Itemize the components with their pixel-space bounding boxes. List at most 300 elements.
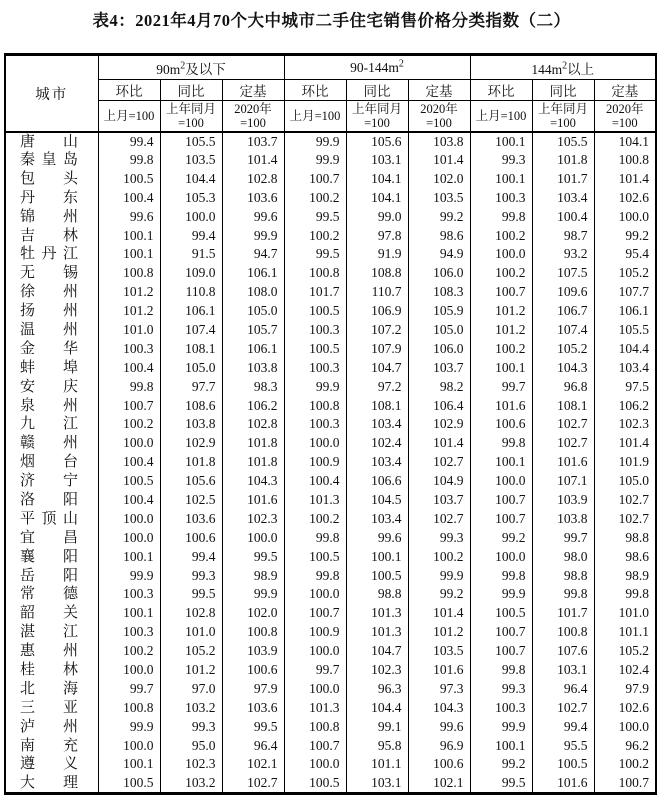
index-value: 101.7 bbox=[284, 283, 346, 302]
table-row bbox=[5, 642, 656, 661]
table-row bbox=[5, 491, 656, 510]
index-value: 100.1 bbox=[98, 604, 160, 623]
index-value: 105.5 bbox=[160, 132, 222, 151]
index-value: 101.2 bbox=[160, 661, 222, 680]
table-row bbox=[5, 453, 656, 472]
city-name: 烟台 bbox=[20, 454, 78, 471]
table-row bbox=[5, 169, 656, 188]
city-name: 赣州 bbox=[20, 435, 78, 452]
index-value: 100.5 bbox=[98, 774, 160, 794]
index-value: 108.0 bbox=[222, 283, 284, 302]
city-cell bbox=[5, 547, 98, 566]
index-value: 99.8 bbox=[532, 585, 594, 604]
index-value: 100.0 bbox=[470, 245, 532, 264]
index-value: 110.7 bbox=[346, 283, 408, 302]
index-value: 99.3 bbox=[160, 566, 222, 585]
table-row bbox=[5, 623, 656, 642]
index-value: 98.9 bbox=[222, 566, 284, 585]
price-index-table bbox=[4, 53, 657, 795]
index-value: 100.2 bbox=[470, 339, 532, 358]
index-value: 98.6 bbox=[594, 547, 656, 566]
city-name: 三亚 bbox=[20, 699, 78, 716]
index-value: 100.8 bbox=[284, 396, 346, 415]
index-value: 109.0 bbox=[160, 264, 222, 283]
city-cell bbox=[5, 472, 98, 491]
table-header bbox=[5, 55, 656, 132]
index-value: 98.8 bbox=[346, 585, 408, 604]
city-cell bbox=[5, 566, 98, 585]
table-row bbox=[5, 509, 656, 528]
index-value: 100.4 bbox=[284, 472, 346, 491]
index-value: 101.6 bbox=[532, 774, 594, 794]
index-value: 102.3 bbox=[160, 755, 222, 774]
index-value: 107.1 bbox=[532, 472, 594, 491]
sub-header-prev-month: 上月=100 bbox=[470, 101, 532, 132]
index-value: 99.7 bbox=[532, 528, 594, 547]
index-value: 104.5 bbox=[346, 491, 408, 510]
table-row bbox=[5, 339, 656, 358]
index-value: 100.4 bbox=[98, 188, 160, 207]
index-value: 105.9 bbox=[408, 302, 470, 321]
index-value: 100.8 bbox=[98, 698, 160, 717]
index-value: 105.2 bbox=[532, 339, 594, 358]
index-value: 100.5 bbox=[284, 547, 346, 566]
index-value: 100.3 bbox=[470, 188, 532, 207]
index-value: 100.6 bbox=[408, 755, 470, 774]
index-value: 99.8 bbox=[470, 661, 532, 680]
city-name: 宜昌 bbox=[20, 529, 78, 546]
city-cell bbox=[5, 151, 98, 170]
city-name: 金华 bbox=[20, 340, 78, 357]
index-value: 101.1 bbox=[594, 623, 656, 642]
index-value: 104.4 bbox=[594, 339, 656, 358]
index-value: 100.7 bbox=[284, 736, 346, 755]
index-value: 100.3 bbox=[98, 339, 160, 358]
index-value: 100.1 bbox=[470, 453, 532, 472]
index-value: 100.4 bbox=[98, 491, 160, 510]
city-name: 蚌埠 bbox=[20, 359, 78, 376]
city-name: 北海 bbox=[20, 680, 78, 697]
index-value: 100.5 bbox=[346, 566, 408, 585]
index-value: 100.5 bbox=[98, 169, 160, 188]
index-value: 103.5 bbox=[408, 642, 470, 661]
superscript: 2 bbox=[180, 60, 186, 71]
city-cell bbox=[5, 207, 98, 226]
index-value: 108.6 bbox=[160, 396, 222, 415]
sub-header-2020-base: 2020年 =100 bbox=[408, 101, 470, 132]
index-value: 101.6 bbox=[532, 453, 594, 472]
sub-header-prev-month: 上月=100 bbox=[98, 101, 160, 132]
index-value: 101.8 bbox=[160, 453, 222, 472]
index-value: 100.7 bbox=[284, 169, 346, 188]
city-cell bbox=[5, 491, 98, 510]
index-value: 99.4 bbox=[98, 132, 160, 151]
index-value: 109.6 bbox=[532, 283, 594, 302]
index-value: 102.7 bbox=[532, 415, 594, 434]
index-value: 101.0 bbox=[594, 604, 656, 623]
city-cell bbox=[5, 509, 98, 528]
table-row bbox=[5, 472, 656, 491]
index-value: 100.1 bbox=[98, 547, 160, 566]
index-value: 99.4 bbox=[160, 226, 222, 245]
index-value: 102.1 bbox=[408, 774, 470, 794]
index-value: 107.2 bbox=[346, 321, 408, 340]
city-cell bbox=[5, 528, 98, 547]
city-cell bbox=[5, 283, 98, 302]
index-value: 102.7 bbox=[408, 509, 470, 528]
city-cell bbox=[5, 585, 98, 604]
index-value: 104.7 bbox=[346, 642, 408, 661]
index-value: 102.4 bbox=[346, 434, 408, 453]
index-value: 100.8 bbox=[284, 717, 346, 736]
index-value: 100.2 bbox=[408, 547, 470, 566]
group-label-pre: 90-144m bbox=[350, 59, 399, 75]
index-value: 99.0 bbox=[346, 207, 408, 226]
index-value: 100.8 bbox=[222, 623, 284, 642]
index-value: 100.0 bbox=[222, 528, 284, 547]
city-name: 温州 bbox=[20, 321, 78, 338]
index-value: 102.7 bbox=[408, 453, 470, 472]
table-row bbox=[5, 528, 656, 547]
index-value: 102.3 bbox=[222, 509, 284, 528]
index-value: 104.4 bbox=[160, 169, 222, 188]
measure-header-yoy: 同比 bbox=[532, 80, 594, 101]
index-value: 99.9 bbox=[222, 585, 284, 604]
index-value: 95.8 bbox=[346, 736, 408, 755]
index-value: 100.1 bbox=[470, 358, 532, 377]
index-value: 103.2 bbox=[160, 698, 222, 717]
table-row bbox=[5, 774, 656, 794]
index-value: 97.2 bbox=[346, 377, 408, 396]
index-value: 100.1 bbox=[346, 547, 408, 566]
city-name: 济宁 bbox=[20, 473, 78, 490]
table-row bbox=[5, 151, 656, 170]
city-cell bbox=[5, 226, 98, 245]
index-value: 104.7 bbox=[346, 358, 408, 377]
index-value: 99.2 bbox=[408, 207, 470, 226]
index-value: 103.6 bbox=[160, 509, 222, 528]
index-value: 104.9 bbox=[408, 472, 470, 491]
index-value: 100.5 bbox=[284, 339, 346, 358]
index-value: 99.8 bbox=[470, 566, 532, 585]
city-name: 唐山 bbox=[20, 133, 78, 150]
city-column-header: 城市 bbox=[5, 55, 98, 132]
index-value: 100.0 bbox=[284, 679, 346, 698]
index-value: 105.7 bbox=[222, 321, 284, 340]
index-value: 101.2 bbox=[408, 623, 470, 642]
index-value: 100.2 bbox=[594, 755, 656, 774]
index-value: 99.8 bbox=[470, 207, 532, 226]
index-value: 100.7 bbox=[284, 604, 346, 623]
index-value: 98.2 bbox=[408, 377, 470, 396]
table-row bbox=[5, 226, 656, 245]
index-value: 100.0 bbox=[284, 642, 346, 661]
index-value: 100.0 bbox=[98, 528, 160, 547]
index-value: 100.0 bbox=[284, 755, 346, 774]
index-value: 103.9 bbox=[222, 642, 284, 661]
index-value: 108.8 bbox=[346, 264, 408, 283]
table-title: 表4：2021年4月70个大中城市二手住宅销售价格分类指数（二） bbox=[92, 11, 571, 30]
index-value: 100.4 bbox=[532, 207, 594, 226]
index-value: 102.7 bbox=[222, 774, 284, 794]
city-cell bbox=[5, 774, 98, 794]
index-value: 103.2 bbox=[160, 774, 222, 794]
index-value: 106.6 bbox=[346, 472, 408, 491]
index-value: 99.2 bbox=[470, 528, 532, 547]
index-value: 100.0 bbox=[594, 207, 656, 226]
index-value: 100.9 bbox=[284, 623, 346, 642]
city-name: 大理 bbox=[20, 774, 78, 791]
index-value: 101.7 bbox=[532, 604, 594, 623]
index-value: 100.3 bbox=[98, 623, 160, 642]
index-value: 99.6 bbox=[346, 528, 408, 547]
index-value: 103.1 bbox=[532, 661, 594, 680]
index-value: 101.3 bbox=[346, 623, 408, 642]
city-name: 洛阳 bbox=[20, 491, 78, 508]
measure-header-yoy: 同比 bbox=[346, 80, 408, 101]
city-cell bbox=[5, 755, 98, 774]
group-label-post: 及以下 bbox=[185, 61, 226, 77]
measure-header-yoy: 同比 bbox=[160, 80, 222, 101]
index-value: 100.7 bbox=[470, 623, 532, 642]
city-name: 遵义 bbox=[20, 756, 78, 773]
index-value: 105.5 bbox=[594, 321, 656, 340]
city-cell bbox=[5, 377, 98, 396]
index-value: 106.1 bbox=[594, 302, 656, 321]
index-value: 99.4 bbox=[532, 717, 594, 736]
index-value: 104.3 bbox=[222, 472, 284, 491]
index-value: 100.4 bbox=[98, 358, 160, 377]
index-value: 101.6 bbox=[470, 396, 532, 415]
index-value: 99.9 bbox=[408, 566, 470, 585]
index-value: 101.4 bbox=[594, 169, 656, 188]
index-value: 96.8 bbox=[532, 377, 594, 396]
index-value: 99.5 bbox=[222, 717, 284, 736]
index-value: 98.6 bbox=[408, 226, 470, 245]
city-name: 丹东 bbox=[20, 189, 78, 206]
index-value: 101.2 bbox=[470, 321, 532, 340]
table-container bbox=[4, 53, 657, 795]
table-row bbox=[5, 358, 656, 377]
index-value: 99.9 bbox=[284, 132, 346, 151]
index-value: 100.1 bbox=[98, 755, 160, 774]
index-value: 101.8 bbox=[222, 453, 284, 472]
index-value: 103.4 bbox=[346, 453, 408, 472]
index-value: 103.6 bbox=[222, 188, 284, 207]
city-name: 扬州 bbox=[20, 303, 78, 320]
index-value: 106.1 bbox=[160, 302, 222, 321]
city-cell bbox=[5, 642, 98, 661]
city-name: 韶关 bbox=[20, 605, 78, 622]
index-value: 102.3 bbox=[594, 415, 656, 434]
city-name: 无锡 bbox=[20, 265, 78, 282]
index-value: 101.4 bbox=[408, 151, 470, 170]
index-value: 99.9 bbox=[470, 717, 532, 736]
index-value: 106.2 bbox=[222, 396, 284, 415]
city-name: 惠州 bbox=[20, 643, 78, 660]
index-value: 100.5 bbox=[284, 302, 346, 321]
index-value: 102.3 bbox=[346, 661, 408, 680]
index-value: 99.8 bbox=[284, 528, 346, 547]
index-value: 101.6 bbox=[408, 661, 470, 680]
index-value: 97.9 bbox=[594, 679, 656, 698]
index-value: 102.9 bbox=[408, 415, 470, 434]
index-value: 99.8 bbox=[284, 566, 346, 585]
measure-header-mom: 环比 bbox=[470, 80, 532, 101]
table-row bbox=[5, 547, 656, 566]
index-value: 103.5 bbox=[160, 151, 222, 170]
index-value: 101.2 bbox=[98, 283, 160, 302]
index-value: 101.4 bbox=[408, 604, 470, 623]
index-value: 101.3 bbox=[284, 698, 346, 717]
index-value: 96.4 bbox=[222, 736, 284, 755]
index-value: 107.7 bbox=[594, 283, 656, 302]
index-value: 100.8 bbox=[98, 264, 160, 283]
index-value: 94.9 bbox=[408, 245, 470, 264]
index-value: 99.7 bbox=[98, 679, 160, 698]
index-value: 103.1 bbox=[346, 774, 408, 794]
city-cell bbox=[5, 302, 98, 321]
index-value: 100.0 bbox=[470, 547, 532, 566]
measure-header-mom: 环比 bbox=[284, 80, 346, 101]
index-value: 107.5 bbox=[532, 264, 594, 283]
group-label-pre: 144m bbox=[531, 61, 563, 77]
index-value: 100.0 bbox=[470, 472, 532, 491]
index-value: 103.4 bbox=[346, 415, 408, 434]
index-value: 100.8 bbox=[594, 151, 656, 170]
city-name: 湛江 bbox=[20, 624, 78, 641]
index-value: 103.8 bbox=[160, 415, 222, 434]
city-name: 泉州 bbox=[20, 397, 78, 414]
index-value: 103.7 bbox=[222, 132, 284, 151]
index-value: 99.5 bbox=[284, 207, 346, 226]
city-cell bbox=[5, 736, 98, 755]
index-value: 95.4 bbox=[594, 245, 656, 264]
index-value: 95.0 bbox=[160, 736, 222, 755]
index-value: 99.5 bbox=[470, 774, 532, 794]
table-row bbox=[5, 415, 656, 434]
index-value: 105.0 bbox=[160, 358, 222, 377]
city-cell bbox=[5, 604, 98, 623]
index-value: 100.1 bbox=[470, 736, 532, 755]
measure-header-fixedbase: 定基 bbox=[222, 80, 284, 101]
city-name: 襄阳 bbox=[20, 548, 78, 565]
table-row bbox=[5, 377, 656, 396]
index-value: 101.2 bbox=[470, 302, 532, 321]
city-cell bbox=[5, 321, 98, 340]
index-value: 99.5 bbox=[284, 245, 346, 264]
index-value: 100.3 bbox=[284, 321, 346, 340]
group-label-post: 以上 bbox=[567, 61, 595, 77]
index-value: 100.7 bbox=[98, 396, 160, 415]
index-value: 103.9 bbox=[532, 491, 594, 510]
index-value: 102.6 bbox=[594, 698, 656, 717]
index-value: 110.8 bbox=[160, 283, 222, 302]
index-value: 101.8 bbox=[222, 434, 284, 453]
index-value: 100.0 bbox=[594, 717, 656, 736]
index-value: 102.7 bbox=[532, 698, 594, 717]
index-value: 101.4 bbox=[408, 434, 470, 453]
index-value: 105.2 bbox=[594, 642, 656, 661]
index-value: 101.4 bbox=[222, 151, 284, 170]
index-value: 96.4 bbox=[532, 679, 594, 698]
sub-header-same-month-last-year: 上年同月 =100 bbox=[532, 101, 594, 132]
index-value: 98.0 bbox=[532, 547, 594, 566]
index-value: 96.2 bbox=[594, 736, 656, 755]
city-cell bbox=[5, 453, 98, 472]
table-row bbox=[5, 264, 656, 283]
index-value: 97.5 bbox=[594, 377, 656, 396]
index-value: 99.3 bbox=[470, 151, 532, 170]
index-value: 108.1 bbox=[160, 339, 222, 358]
index-value: 100.6 bbox=[470, 415, 532, 434]
city-name: 包头 bbox=[20, 170, 78, 187]
index-value: 99.5 bbox=[222, 547, 284, 566]
city-cell bbox=[5, 396, 98, 415]
index-value: 100.5 bbox=[470, 604, 532, 623]
index-value: 98.8 bbox=[594, 528, 656, 547]
city-cell bbox=[5, 339, 98, 358]
city-cell bbox=[5, 169, 98, 188]
table-row bbox=[5, 698, 656, 717]
index-value: 103.1 bbox=[346, 151, 408, 170]
index-value: 100.0 bbox=[98, 736, 160, 755]
index-value: 100.2 bbox=[284, 188, 346, 207]
table-row bbox=[5, 661, 656, 680]
city-cell bbox=[5, 264, 98, 283]
index-value: 96.9 bbox=[408, 736, 470, 755]
index-value: 105.0 bbox=[408, 321, 470, 340]
index-value: 108.1 bbox=[532, 396, 594, 415]
index-value: 100.0 bbox=[160, 207, 222, 226]
index-value: 104.1 bbox=[594, 132, 656, 151]
index-value: 106.9 bbox=[346, 302, 408, 321]
index-value: 99.7 bbox=[470, 377, 532, 396]
index-value: 100.1 bbox=[98, 226, 160, 245]
table-row bbox=[5, 585, 656, 604]
index-value: 103.4 bbox=[346, 509, 408, 528]
index-value: 93.2 bbox=[532, 245, 594, 264]
city-cell bbox=[5, 188, 98, 207]
index-value: 103.8 bbox=[532, 509, 594, 528]
measure-header-mom: 环比 bbox=[98, 80, 160, 101]
index-value: 100.0 bbox=[284, 585, 346, 604]
index-value: 103.7 bbox=[408, 358, 470, 377]
index-value: 100.4 bbox=[98, 453, 160, 472]
table-row bbox=[5, 207, 656, 226]
city-name: 牡丹江 bbox=[20, 246, 78, 263]
index-value: 105.5 bbox=[532, 132, 594, 151]
index-value: 99.8 bbox=[98, 377, 160, 396]
index-value: 99.6 bbox=[98, 207, 160, 226]
index-value: 99.9 bbox=[470, 585, 532, 604]
index-value: 105.6 bbox=[160, 472, 222, 491]
index-value: 100.2 bbox=[284, 509, 346, 528]
index-value: 104.4 bbox=[346, 698, 408, 717]
index-value: 101.8 bbox=[532, 151, 594, 170]
index-value: 96.3 bbox=[346, 679, 408, 698]
table-row bbox=[5, 321, 656, 340]
city-cell bbox=[5, 661, 98, 680]
index-value: 100.1 bbox=[98, 245, 160, 264]
index-value: 100.0 bbox=[98, 509, 160, 528]
index-value: 100.2 bbox=[470, 226, 532, 245]
index-value: 106.4 bbox=[408, 396, 470, 415]
index-value: 106.1 bbox=[222, 339, 284, 358]
index-value: 101.2 bbox=[98, 302, 160, 321]
index-value: 103.5 bbox=[408, 188, 470, 207]
index-value: 100.8 bbox=[284, 264, 346, 283]
